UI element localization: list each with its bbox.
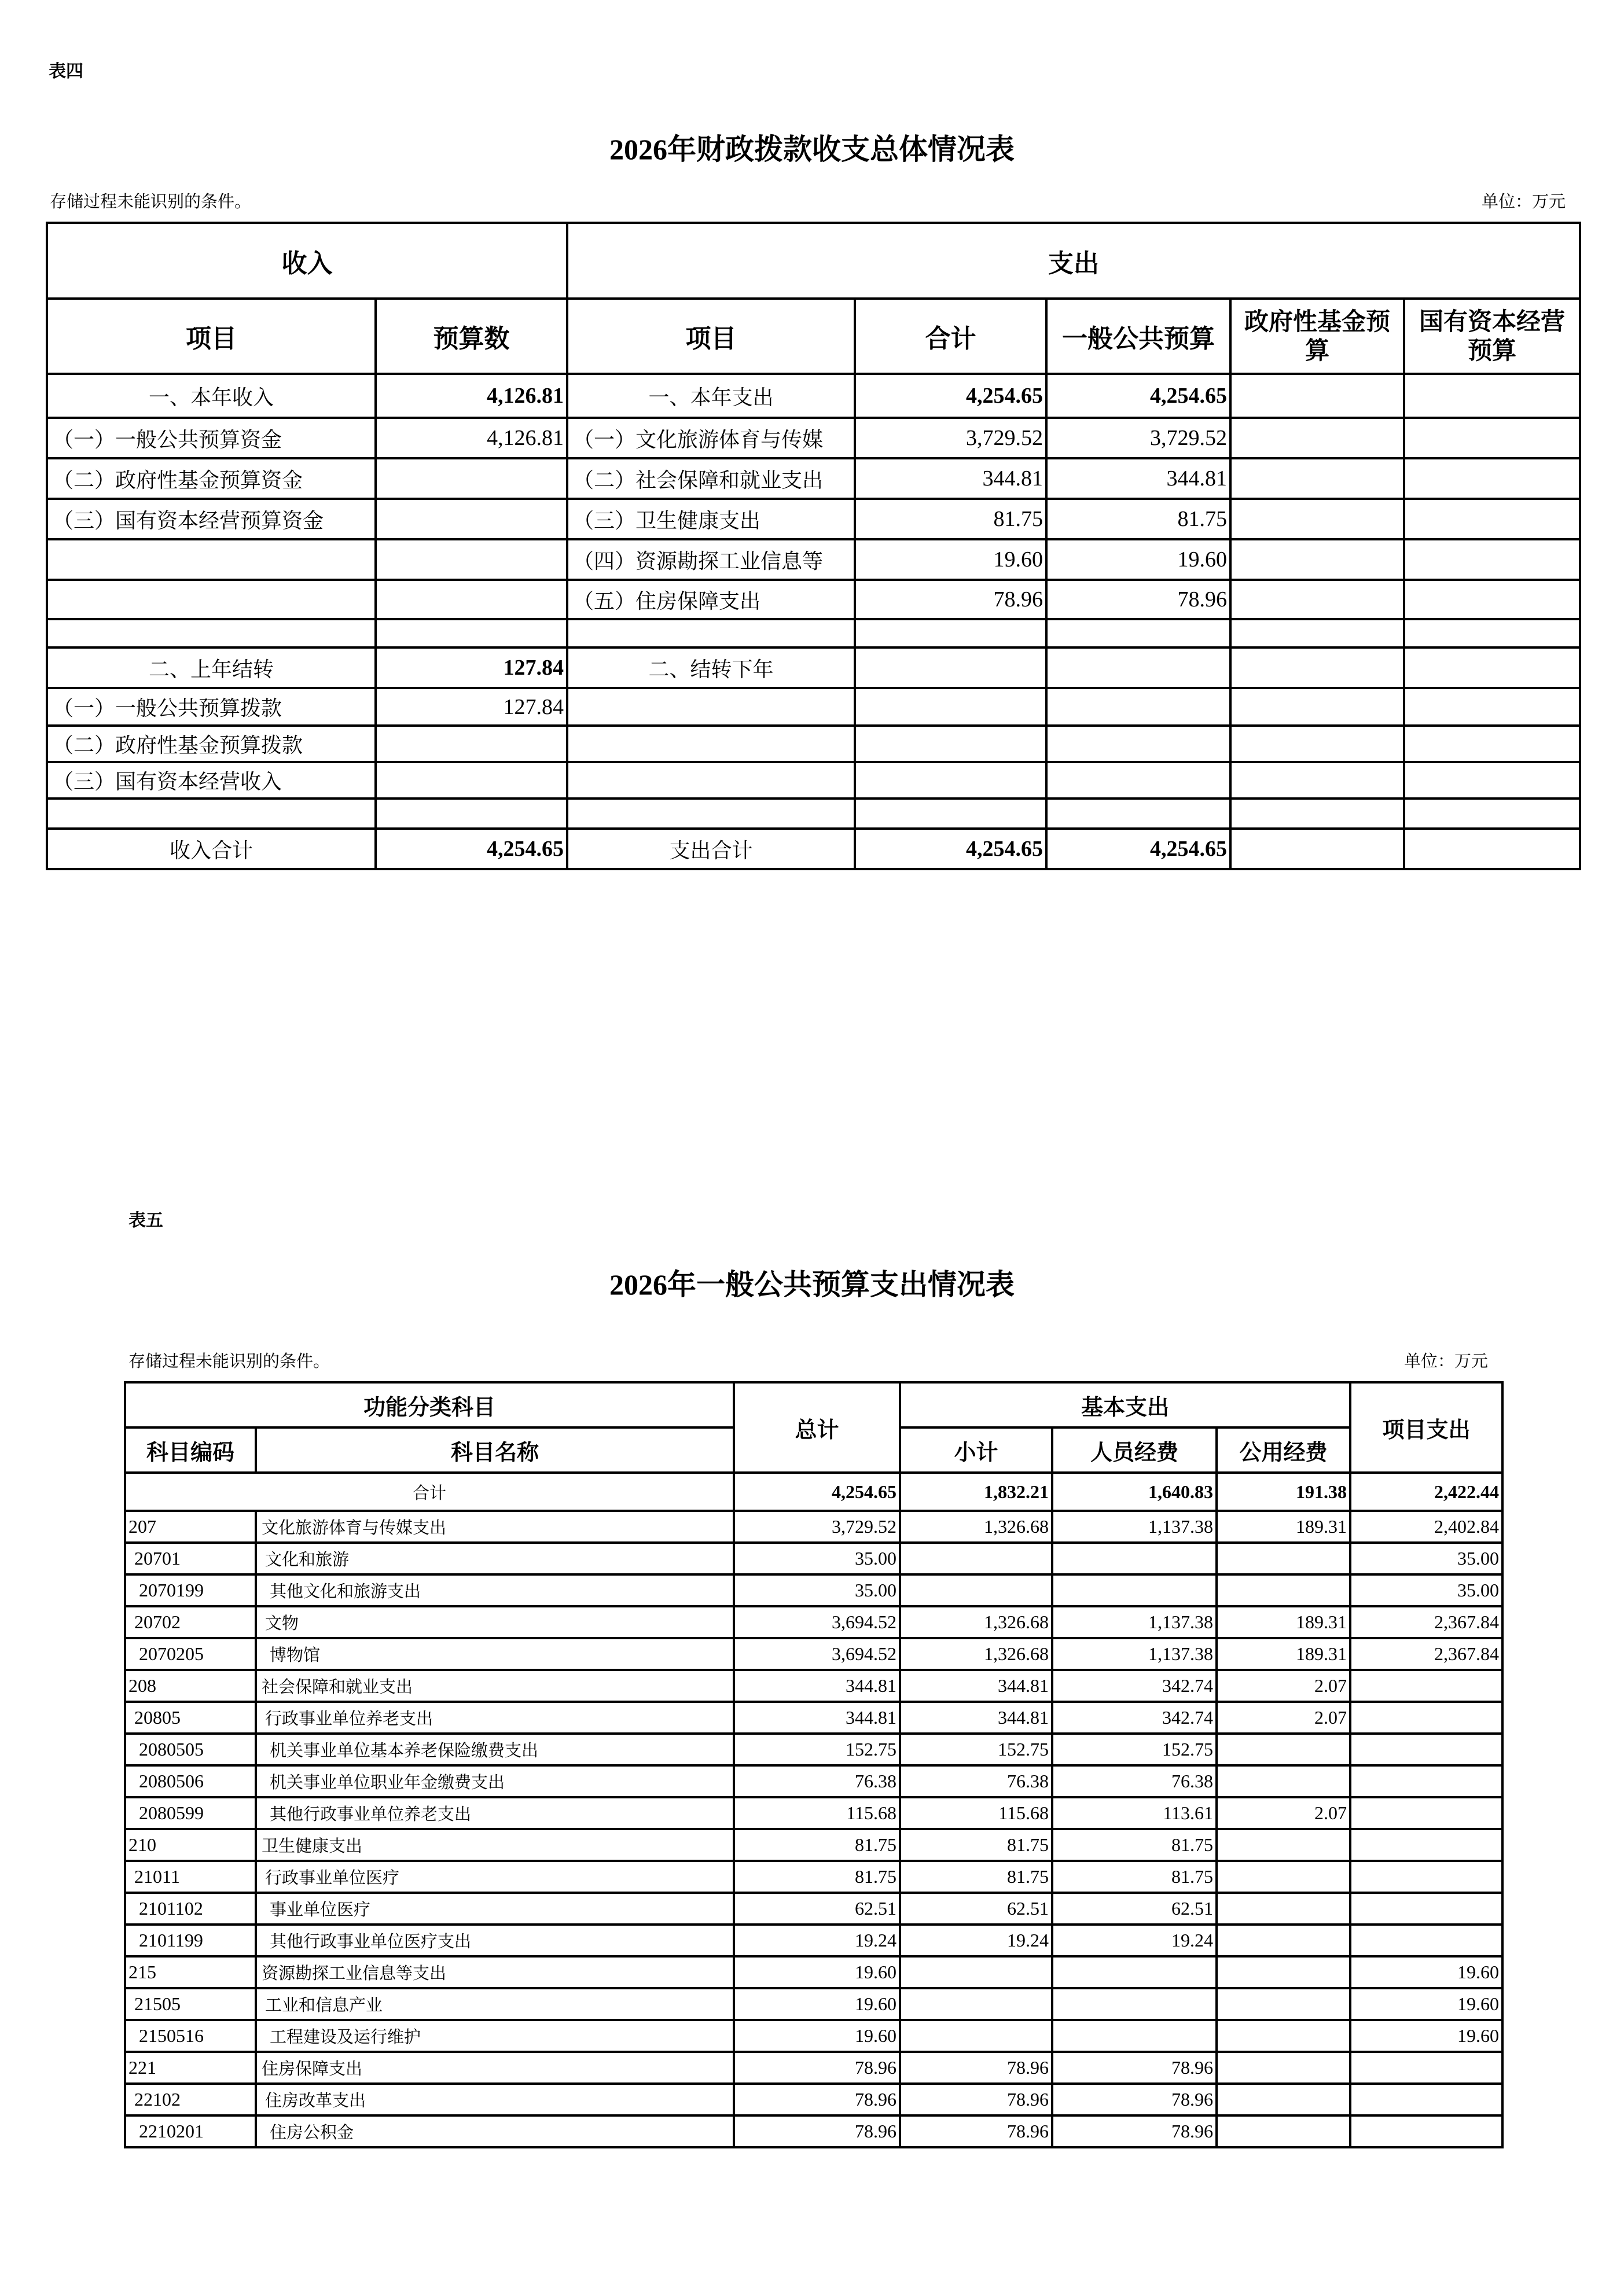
basic-expense-header: 基本支出 bbox=[900, 1382, 1350, 1427]
income-value-cell bbox=[376, 762, 567, 799]
expense-row bbox=[125, 2052, 1502, 2084]
table4-note: 存储过程未能识别的条件。 bbox=[50, 192, 252, 211]
total-cell: 78.96 bbox=[734, 2084, 900, 2115]
public-cell bbox=[1217, 1956, 1350, 1988]
state-capital-cell bbox=[1404, 762, 1580, 799]
project-cell bbox=[1350, 2084, 1502, 2115]
overview-row bbox=[47, 829, 1580, 869]
total-cell: 19.60 bbox=[734, 1956, 900, 1988]
income-item-cell: （一）一般公共预算资金 bbox=[47, 418, 376, 458]
subject-name-cell: 行政事业单位医疗 bbox=[256, 1861, 734, 1893]
table5-label: 表五 bbox=[128, 1210, 163, 1231]
grand-total-header: 总计 bbox=[734, 1382, 900, 1473]
total-header: 合计 bbox=[855, 299, 1046, 374]
public-cell bbox=[1217, 2084, 1350, 2115]
total-cell: 19.60 bbox=[734, 2020, 900, 2052]
overview-row bbox=[47, 647, 1580, 688]
income-value-cell: 127.84 bbox=[376, 688, 567, 726]
public-cell: 189.31 bbox=[1217, 1511, 1350, 1543]
general-budget-cell: 4,254.65 bbox=[1046, 374, 1230, 418]
project-cell bbox=[1350, 1893, 1502, 1925]
expense-row bbox=[125, 1574, 1502, 1606]
expense-total-cell bbox=[855, 647, 1046, 688]
expense-total-cell: 81.75 bbox=[855, 499, 1046, 539]
subtotal-cell: 344.81 bbox=[900, 1670, 1052, 1702]
expense-total-cell: 4,254.65 bbox=[855, 829, 1046, 869]
general-budget-cell: 344.81 bbox=[1046, 458, 1230, 499]
personnel-cell: 76.38 bbox=[1052, 1765, 1217, 1797]
gov-fund-cell bbox=[1230, 458, 1404, 499]
personnel-cell: 342.74 bbox=[1052, 1670, 1217, 1702]
sum-total: 4,254.65 bbox=[734, 1473, 900, 1511]
subtotal-cell: 78.96 bbox=[900, 2052, 1052, 2084]
total-cell: 3,694.52 bbox=[734, 1638, 900, 1670]
income-value-cell bbox=[376, 726, 567, 762]
project-cell: 19.60 bbox=[1350, 2020, 1502, 2052]
subtotal-cell bbox=[900, 2020, 1052, 2052]
personnel-cell: 152.75 bbox=[1052, 1734, 1217, 1765]
gov-fund-cell bbox=[1230, 539, 1404, 580]
income-value-cell: 4,126.81 bbox=[376, 374, 567, 418]
project-cell: 2,402.84 bbox=[1350, 1511, 1502, 1543]
personnel-cell: 62.51 bbox=[1052, 1893, 1217, 1925]
subject-code-cell: 20701 bbox=[125, 1543, 256, 1574]
income-item-cell bbox=[47, 619, 376, 647]
state-capital-cell bbox=[1404, 499, 1580, 539]
expense-item-cell: （三）卫生健康支出 bbox=[567, 499, 855, 539]
public-cell bbox=[1217, 1574, 1350, 1606]
income-item-cell bbox=[47, 580, 376, 619]
sum-label: 合计 bbox=[125, 1473, 734, 1511]
public-cell: 2.07 bbox=[1217, 1670, 1350, 1702]
income-value-cell: 4,126.81 bbox=[376, 418, 567, 458]
general-budget-cell: 3,729.52 bbox=[1046, 418, 1230, 458]
gov-fund-cell bbox=[1230, 580, 1404, 619]
overview-row bbox=[47, 539, 1580, 580]
income-value-cell bbox=[376, 458, 567, 499]
personnel-cell: 1,137.38 bbox=[1052, 1606, 1217, 1638]
general-budget-cell bbox=[1046, 647, 1230, 688]
project-cell bbox=[1350, 1765, 1502, 1797]
project-cell: 35.00 bbox=[1350, 1574, 1502, 1606]
expense-row bbox=[125, 1925, 1502, 1956]
personnel-cell: 78.96 bbox=[1052, 2052, 1217, 2084]
project-cell bbox=[1350, 1670, 1502, 1702]
subject-code-cell: 215 bbox=[125, 1956, 256, 1988]
table4-label: 表四 bbox=[49, 61, 83, 82]
project-cell bbox=[1350, 1829, 1502, 1861]
subject-code-cell: 2150516 bbox=[125, 2020, 256, 2052]
overview-row bbox=[47, 458, 1580, 499]
income-value-cell bbox=[376, 499, 567, 539]
public-cell: 189.31 bbox=[1217, 1606, 1350, 1638]
income-item-header: 项目 bbox=[47, 299, 376, 374]
total-cell: 62.51 bbox=[734, 1893, 900, 1925]
fiscal-overview-table bbox=[46, 222, 1581, 870]
expense-row bbox=[125, 1956, 1502, 1988]
general-budget-cell: 78.96 bbox=[1046, 580, 1230, 619]
expense-total-cell bbox=[855, 619, 1046, 647]
income-header: 收入 bbox=[47, 223, 567, 299]
state-capital-cell bbox=[1404, 619, 1580, 647]
expense-total-cell bbox=[855, 726, 1046, 762]
project-cell: 35.00 bbox=[1350, 1543, 1502, 1574]
subject-name-cell: 住房公积金 bbox=[256, 2115, 734, 2147]
income-item-cell: 一、本年收入 bbox=[47, 374, 376, 418]
public-cell bbox=[1217, 1861, 1350, 1893]
personnel-cell bbox=[1052, 1574, 1217, 1606]
expense-row bbox=[125, 1893, 1502, 1925]
total-cell: 78.96 bbox=[734, 2115, 900, 2147]
subject-name-cell: 行政事业单位养老支出 bbox=[256, 1702, 734, 1734]
expense-item-cell bbox=[567, 688, 855, 726]
project-cell bbox=[1350, 1797, 1502, 1829]
subject-code-cell: 2210201 bbox=[125, 2115, 256, 2147]
subject-code-cell: 21505 bbox=[125, 1988, 256, 2020]
total-cell: 344.81 bbox=[734, 1670, 900, 1702]
project-expense-header: 项目支出 bbox=[1350, 1382, 1502, 1473]
expense-row bbox=[125, 1511, 1502, 1543]
subject-name-cell: 社会保障和就业支出 bbox=[256, 1670, 734, 1702]
expense-item-cell: 支出合计 bbox=[567, 829, 855, 869]
gov-fund-cell bbox=[1230, 418, 1404, 458]
state-capital-cell bbox=[1404, 799, 1580, 829]
income-value-cell: 127.84 bbox=[376, 647, 567, 688]
subject-code-cell: 20805 bbox=[125, 1702, 256, 1734]
expense-item-cell: （四）资源勘探工业信息等 bbox=[567, 539, 855, 580]
subject-code-cell: 21011 bbox=[125, 1861, 256, 1893]
subject-name-cell: 工程建设及运行维护 bbox=[256, 2020, 734, 2052]
expense-row bbox=[125, 1543, 1502, 1574]
state-capital-cell bbox=[1404, 374, 1580, 418]
subject-code-cell: 2080505 bbox=[125, 1734, 256, 1765]
public-cell bbox=[1217, 1765, 1350, 1797]
func-class-header: 功能分类科目 bbox=[125, 1382, 734, 1427]
income-item-cell: （一）一般公共预算拨款 bbox=[47, 688, 376, 726]
expense-row bbox=[125, 1988, 1502, 2020]
sum-project: 2,422.44 bbox=[1350, 1473, 1502, 1511]
general-budget-cell bbox=[1046, 726, 1230, 762]
total-cell: 115.68 bbox=[734, 1797, 900, 1829]
personnel-cell: 78.96 bbox=[1052, 2115, 1217, 2147]
subject-code-cell: 210 bbox=[125, 1829, 256, 1861]
expense-row bbox=[125, 1670, 1502, 1702]
state-capital-cell bbox=[1404, 688, 1580, 726]
subtotal-cell: 81.75 bbox=[900, 1861, 1052, 1893]
subtotal-cell: 81.75 bbox=[900, 1829, 1052, 1861]
expense-row bbox=[125, 1829, 1502, 1861]
gov-fund-cell bbox=[1230, 829, 1404, 869]
state-capital-cell bbox=[1404, 726, 1580, 762]
personnel-cell bbox=[1052, 2020, 1217, 2052]
subject-name-cell: 住房保障支出 bbox=[256, 2052, 734, 2084]
state-capital-cell bbox=[1404, 458, 1580, 499]
public-cell: 2.07 bbox=[1217, 1702, 1350, 1734]
subject-name-cell: 文化旅游体育与传媒支出 bbox=[256, 1511, 734, 1543]
subject-code-cell: 22102 bbox=[125, 2084, 256, 2115]
expense-item-cell: 一、本年支出 bbox=[567, 374, 855, 418]
project-cell bbox=[1350, 1861, 1502, 1893]
subject-name-cell: 文物 bbox=[256, 1606, 734, 1638]
expense-item-cell bbox=[567, 799, 855, 829]
gov-fund-cell bbox=[1230, 619, 1404, 647]
subject-code-cell: 221 bbox=[125, 2052, 256, 2084]
expense-item-cell bbox=[567, 619, 855, 647]
overview-row bbox=[47, 688, 1580, 726]
total-cell: 76.38 bbox=[734, 1765, 900, 1797]
subject-name-cell: 文化和旅游 bbox=[256, 1543, 734, 1574]
state-capital-cell bbox=[1404, 647, 1580, 688]
income-item-cell: （三）国有资本经营预算资金 bbox=[47, 499, 376, 539]
expense-item-cell: （一）文化旅游体育与传媒 bbox=[567, 418, 855, 458]
code-header: 科目编码 bbox=[125, 1427, 256, 1473]
general-budget-cell bbox=[1046, 762, 1230, 799]
project-cell bbox=[1350, 1734, 1502, 1765]
income-value-cell: 4,254.65 bbox=[376, 829, 567, 869]
total-cell: 81.75 bbox=[734, 1829, 900, 1861]
state-capital-cell bbox=[1404, 418, 1580, 458]
project-cell: 2,367.84 bbox=[1350, 1606, 1502, 1638]
expense-total-cell: 4,254.65 bbox=[855, 374, 1046, 418]
subject-name-cell: 其他行政事业单位养老支出 bbox=[256, 1797, 734, 1829]
overview-row bbox=[47, 499, 1580, 539]
overview-row bbox=[47, 762, 1580, 799]
expense-row bbox=[125, 2115, 1502, 2147]
subtotal-cell: 1,326.68 bbox=[900, 1638, 1052, 1670]
subject-code-cell: 2070205 bbox=[125, 1638, 256, 1670]
project-cell bbox=[1350, 2052, 1502, 2084]
public-cell bbox=[1217, 2052, 1350, 2084]
subtotal-cell: 115.68 bbox=[900, 1797, 1052, 1829]
project-cell: 2,367.84 bbox=[1350, 1638, 1502, 1670]
total-cell: 19.24 bbox=[734, 1925, 900, 1956]
subtotal-cell: 1,326.68 bbox=[900, 1511, 1052, 1543]
table4-unit: 单位：万元 bbox=[1482, 192, 1566, 211]
income-item-cell: 二、上年结转 bbox=[47, 647, 376, 688]
total-cell: 35.00 bbox=[734, 1543, 900, 1574]
subject-code-cell: 208 bbox=[125, 1670, 256, 1702]
overview-row bbox=[47, 799, 1580, 829]
subtotal-cell: 19.24 bbox=[900, 1925, 1052, 1956]
state-capital-header: 国有资本经营预算 bbox=[1404, 299, 1580, 374]
sum-personnel: 1,640.83 bbox=[1052, 1473, 1217, 1511]
gov-fund-cell bbox=[1230, 762, 1404, 799]
income-value-cell bbox=[376, 539, 567, 580]
subject-name-cell: 机关事业单位基本养老保险缴费支出 bbox=[256, 1734, 734, 1765]
expense-row bbox=[125, 2084, 1502, 2115]
general-budget-cell: 19.60 bbox=[1046, 539, 1230, 580]
personnel-cell bbox=[1052, 1956, 1217, 1988]
personnel-cell bbox=[1052, 1988, 1217, 2020]
subtotal-cell bbox=[900, 1574, 1052, 1606]
expense-header: 支出 bbox=[567, 223, 1580, 299]
income-item-cell bbox=[47, 539, 376, 580]
state-capital-cell bbox=[1404, 539, 1580, 580]
public-cell bbox=[1217, 1543, 1350, 1574]
personnel-cell: 78.96 bbox=[1052, 2084, 1217, 2115]
subject-code-cell: 2080506 bbox=[125, 1765, 256, 1797]
table5-note: 存储过程未能识别的条件。 bbox=[128, 1351, 330, 1371]
budget-header: 预算数 bbox=[376, 299, 567, 374]
subject-name-cell: 事业单位医疗 bbox=[256, 1893, 734, 1925]
gov-fund-header: 政府性基金预算 bbox=[1230, 299, 1404, 374]
subtotal-cell: 1,326.68 bbox=[900, 1606, 1052, 1638]
state-capital-cell bbox=[1404, 829, 1580, 869]
general-budget-cell: 4,254.65 bbox=[1046, 829, 1230, 869]
personnel-cell bbox=[1052, 1543, 1217, 1574]
total-cell: 152.75 bbox=[734, 1734, 900, 1765]
name-header: 科目名称 bbox=[256, 1427, 734, 1473]
sum-row bbox=[125, 1473, 1502, 1511]
gov-fund-cell bbox=[1230, 374, 1404, 418]
expense-item-cell: （五）住房保障支出 bbox=[567, 580, 855, 619]
public-cell bbox=[1217, 1988, 1350, 2020]
expense-total-cell: 344.81 bbox=[855, 458, 1046, 499]
overview-row bbox=[47, 580, 1580, 619]
state-capital-cell bbox=[1404, 580, 1580, 619]
general-budget-header: 一般公共预算 bbox=[1046, 299, 1230, 374]
general-budget-cell bbox=[1046, 619, 1230, 647]
table4-title: 2026年财政拨款收支总体情况表 bbox=[609, 133, 1015, 165]
subtotal-cell: 78.96 bbox=[900, 2084, 1052, 2115]
personnel-cell: 1,137.38 bbox=[1052, 1511, 1217, 1543]
subtotal-cell: 62.51 bbox=[900, 1893, 1052, 1925]
personnel-cell: 81.75 bbox=[1052, 1861, 1217, 1893]
public-cell bbox=[1217, 1829, 1350, 1861]
subtotal-cell: 152.75 bbox=[900, 1734, 1052, 1765]
subtotal-cell: 344.81 bbox=[900, 1702, 1052, 1734]
total-cell: 3,694.52 bbox=[734, 1606, 900, 1638]
expense-total-cell: 3,729.52 bbox=[855, 418, 1046, 458]
income-value-cell bbox=[376, 799, 567, 829]
public-cell bbox=[1217, 2020, 1350, 2052]
income-item-cell: （三）国有资本经营收入 bbox=[47, 762, 376, 799]
public-cell bbox=[1217, 1734, 1350, 1765]
total-cell: 344.81 bbox=[734, 1702, 900, 1734]
public-cell bbox=[1217, 1925, 1350, 1956]
expense-total-cell bbox=[855, 762, 1046, 799]
expense-row bbox=[125, 1797, 1502, 1829]
subject-code-cell: 2080599 bbox=[125, 1797, 256, 1829]
project-cell bbox=[1350, 1925, 1502, 1956]
table5-unit: 单位：万元 bbox=[1404, 1351, 1489, 1371]
personnel-header: 人员经费 bbox=[1052, 1427, 1217, 1473]
subject-name-cell: 博物馆 bbox=[256, 1638, 734, 1670]
overview-row bbox=[47, 374, 1580, 418]
subtotal-header: 小计 bbox=[900, 1427, 1052, 1473]
subject-code-cell: 2101199 bbox=[125, 1925, 256, 1956]
expense-item-cell bbox=[567, 762, 855, 799]
personnel-cell: 81.75 bbox=[1052, 1829, 1217, 1861]
personnel-cell: 19.24 bbox=[1052, 1925, 1217, 1956]
expense-row bbox=[125, 1861, 1502, 1893]
subject-name-cell: 其他行政事业单位医疗支出 bbox=[256, 1925, 734, 1956]
table5-title: 2026年一般公共预算支出情况表 bbox=[609, 1268, 1015, 1301]
subtotal-cell: 78.96 bbox=[900, 2115, 1052, 2147]
project-cell bbox=[1350, 2115, 1502, 2147]
income-item-cell: （二）政府性基金预算拨款 bbox=[47, 726, 376, 762]
subject-name-cell: 其他文化和旅游支出 bbox=[256, 1574, 734, 1606]
expense-row bbox=[125, 1765, 1502, 1797]
subject-name-cell: 资源勘探工业信息等支出 bbox=[256, 1956, 734, 1988]
public-cell bbox=[1217, 1893, 1350, 1925]
total-cell: 81.75 bbox=[734, 1861, 900, 1893]
public-cell bbox=[1217, 2115, 1350, 2147]
expense-item-cell: （二）社会保障和就业支出 bbox=[567, 458, 855, 499]
total-cell: 35.00 bbox=[734, 1574, 900, 1606]
general-budget-cell: 81.75 bbox=[1046, 499, 1230, 539]
gov-fund-cell bbox=[1230, 647, 1404, 688]
gov-fund-cell bbox=[1230, 499, 1404, 539]
expense-item-cell bbox=[567, 726, 855, 762]
income-item-cell bbox=[47, 799, 376, 829]
subject-code-cell: 20702 bbox=[125, 1606, 256, 1638]
gov-fund-cell bbox=[1230, 726, 1404, 762]
expense-total-cell bbox=[855, 799, 1046, 829]
project-cell: 19.60 bbox=[1350, 1956, 1502, 1988]
expense-row bbox=[125, 1606, 1502, 1638]
total-cell: 78.96 bbox=[734, 2052, 900, 2084]
gov-fund-cell bbox=[1230, 688, 1404, 726]
gov-fund-cell bbox=[1230, 799, 1404, 829]
personnel-cell: 1,137.38 bbox=[1052, 1638, 1217, 1670]
subject-name-cell: 工业和信息产业 bbox=[256, 1988, 734, 2020]
subject-name-cell: 机关事业单位职业年金缴费支出 bbox=[256, 1765, 734, 1797]
public-cell: 189.31 bbox=[1217, 1638, 1350, 1670]
project-cell bbox=[1350, 1702, 1502, 1734]
overview-row bbox=[47, 726, 1580, 762]
total-cell: 19.60 bbox=[734, 1988, 900, 2020]
expense-row bbox=[125, 2020, 1502, 2052]
general-budget-cell bbox=[1046, 688, 1230, 726]
income-value-cell bbox=[376, 619, 567, 647]
personnel-cell: 113.61 bbox=[1052, 1797, 1217, 1829]
project-cell: 19.60 bbox=[1350, 1988, 1502, 2020]
subject-code-cell: 2070199 bbox=[125, 1574, 256, 1606]
overview-row bbox=[47, 418, 1580, 458]
general-budget-cell bbox=[1046, 799, 1230, 829]
sum-public: 191.38 bbox=[1217, 1473, 1350, 1511]
public-cell: 2.07 bbox=[1217, 1797, 1350, 1829]
total-cell: 3,729.52 bbox=[734, 1511, 900, 1543]
public-header: 公用经费 bbox=[1217, 1427, 1350, 1473]
expense-row bbox=[125, 1638, 1502, 1670]
expense-row bbox=[125, 1702, 1502, 1734]
expense-row bbox=[125, 1734, 1502, 1765]
expense-total-cell bbox=[855, 688, 1046, 726]
income-value-cell bbox=[376, 580, 567, 619]
expense-item-header: 项目 bbox=[567, 299, 855, 374]
personnel-cell: 342.74 bbox=[1052, 1702, 1217, 1734]
subject-name-cell: 住房改革支出 bbox=[256, 2084, 734, 2115]
expense-item-cell: 二、结转下年 bbox=[567, 647, 855, 688]
income-item-cell: （二）政府性基金预算资金 bbox=[47, 458, 376, 499]
subject-code-cell: 207 bbox=[125, 1511, 256, 1543]
subtotal-cell bbox=[900, 1543, 1052, 1574]
overview-row bbox=[47, 619, 1580, 647]
subtotal-cell bbox=[900, 1956, 1052, 1988]
income-item-cell: 收入合计 bbox=[47, 829, 376, 869]
subject-code-cell: 2101102 bbox=[125, 1893, 256, 1925]
expense-total-cell: 78.96 bbox=[855, 580, 1046, 619]
sum-subtotal: 1,832.21 bbox=[900, 1473, 1052, 1511]
general-budget-expense-table bbox=[124, 1381, 1504, 2148]
subtotal-cell bbox=[900, 1988, 1052, 2020]
subject-name-cell: 卫生健康支出 bbox=[256, 1829, 734, 1861]
expense-total-cell: 19.60 bbox=[855, 539, 1046, 580]
subtotal-cell: 76.38 bbox=[900, 1765, 1052, 1797]
